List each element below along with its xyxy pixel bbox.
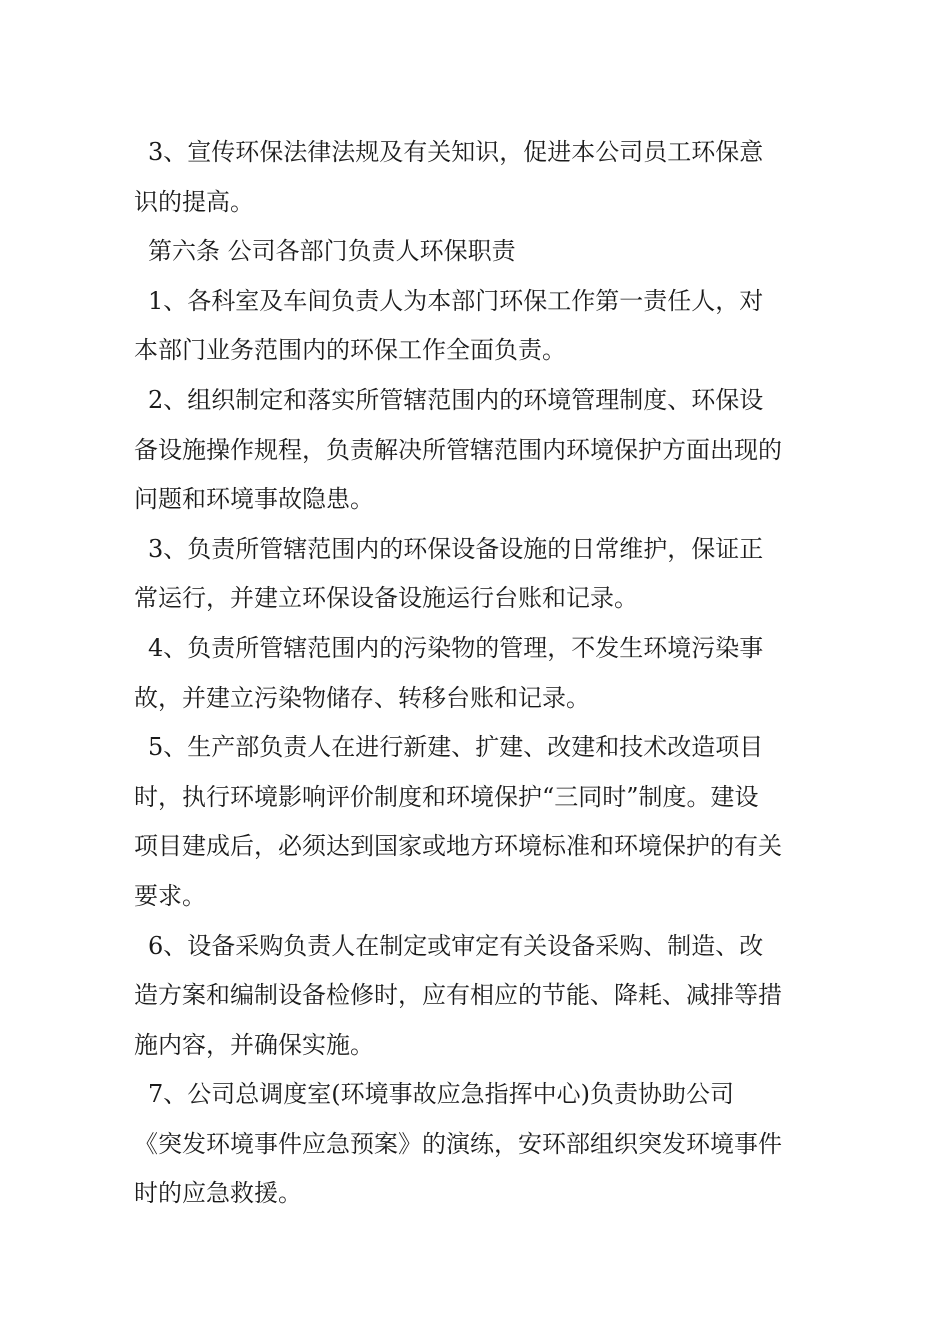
text-line: 要求。	[134, 881, 206, 910]
text-line: 时的应急救援。	[134, 1179, 302, 1208]
text-line: 问题和环境事故隐患。	[134, 485, 374, 514]
text-line: 4、负责所管辖范围内的污染物的管理，不发生环境污染事	[148, 633, 764, 662]
text-line: 施内容，并确保实施。	[134, 1030, 374, 1059]
text-line: 3、宣传环保法律法规及有关知识，促进本公司员工环保意	[148, 138, 764, 166]
text-line: 本部门业务范围内的环保工作全面负责。	[134, 336, 566, 365]
text-line: 3、负责所管辖范围内的环保设备设施的日常维护，保证正	[148, 534, 764, 563]
text-line: 《突发环境事件应急预案》的演练，安环部组织突发环境事件	[134, 1129, 782, 1158]
document-body	[134, 128, 824, 1219]
text-line: 5、生产部负责人在进行新建、扩建、改建和技术改造项目	[148, 733, 764, 762]
text-line: 6、设备采购负责人在制定或审定有关设备采购、制造、改	[148, 931, 764, 960]
text-line: 1、各科室及车间负责人为本部门环保工作第一责任人，对	[148, 286, 764, 315]
text-line: 备设施操作规程，负责解决所管辖范围内环境保护方面出现的	[134, 435, 782, 464]
text-line: 故，并建立污染物储存、转移台账和记录。	[134, 683, 590, 712]
text-line: 造方案和编制设备检修时，应有相应的节能、降耗、减排等措	[134, 981, 782, 1010]
text-line: 7、公司总调度室(环境事故应急指挥中心)负责协助公司	[148, 1080, 734, 1109]
text-line: 时，执行环境影响评价制度和环境保护“三同时”制度。建设	[134, 782, 759, 811]
text-line: 2、组织制定和落实所管辖范围内的环境管理制度、环保设	[148, 385, 764, 414]
text-line: 项目建成后，必须达到国家或地方环境标准和环境保护的有关	[134, 832, 782, 861]
text-line: 识的提高。	[134, 187, 254, 216]
section-heading: 第六条 公司各部门负责人环保职责	[148, 237, 516, 266]
text-line: 常运行，并建立环保设备设施运行台账和记录。	[134, 584, 638, 613]
